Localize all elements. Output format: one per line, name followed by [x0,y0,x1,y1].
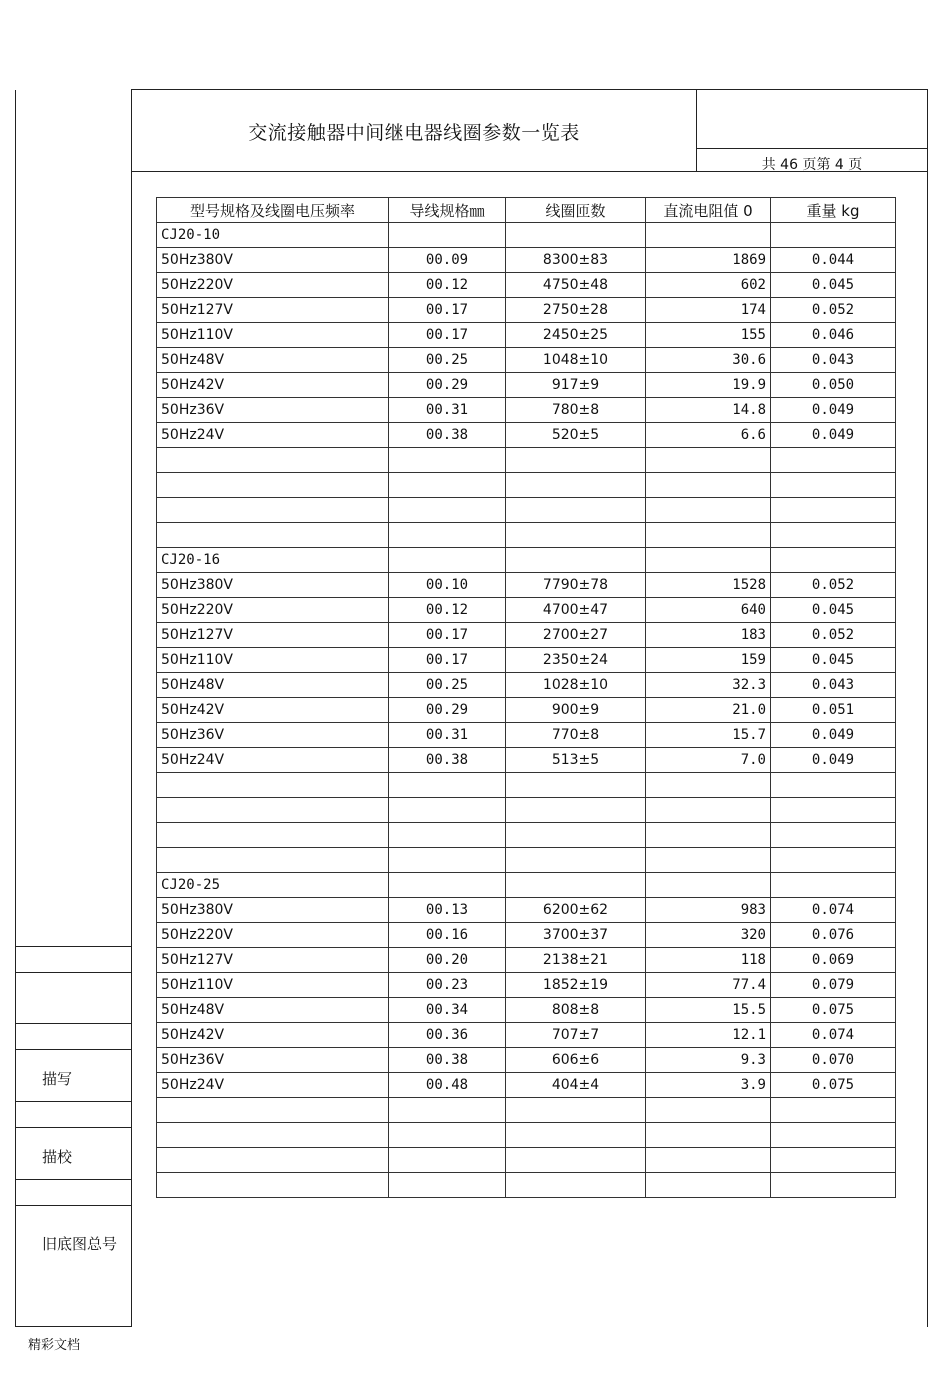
column-header: 直流电阻值 0 [646,198,771,223]
model-group-row [157,873,896,898]
empty-cell [389,498,506,523]
empty-cell [646,223,771,248]
table-cell: 159 [646,648,771,673]
table-cell: 640 [646,598,771,623]
table-cell: 0.075 [771,998,896,1023]
table-cell: 0.045 [771,273,896,298]
empty-cell [389,773,506,798]
table-cell: 183 [646,623,771,648]
table-cell: 4750±48 [506,273,646,298]
table-cell: 50Hz48V [157,998,389,1023]
table-cell: 707±7 [506,1023,646,1048]
table-row [157,648,896,673]
empty-cell [157,823,389,848]
blank-row [157,773,896,798]
empty-cell [506,1123,646,1148]
empty-cell [506,473,646,498]
table-cell: 0.044 [771,248,896,273]
blank-row [157,848,896,873]
table-cell: 2750±28 [506,298,646,323]
empty-cell [157,1173,389,1198]
empty-cell [506,448,646,473]
empty-cell [771,873,896,898]
table-cell: 0.045 [771,648,896,673]
table-cell: 0.046 [771,323,896,348]
empty-cell [389,1123,506,1148]
empty-cell [771,848,896,873]
table-cell: 7.0 [646,748,771,773]
table-cell: 0.049 [771,423,896,448]
empty-cell [157,848,389,873]
table-cell: 0.052 [771,623,896,648]
table-cell: 7790±78 [506,573,646,598]
footer-note: 精彩文档 [28,1338,81,1353]
table-cell: 00.10 [389,573,506,598]
table-cell: 118 [646,948,771,973]
blank-row [157,448,896,473]
empty-cell [771,498,896,523]
empty-cell [506,1148,646,1173]
empty-cell [646,1148,771,1173]
table-cell: 50Hz48V [157,348,389,373]
table-cell: 808±8 [506,998,646,1023]
table-cell: 00.25 [389,348,506,373]
page-info-top-line [696,148,928,149]
empty-cell [646,798,771,823]
table-cell: 19.9 [646,373,771,398]
table-row [157,748,896,773]
table-cell: 4700±47 [506,598,646,623]
blank-row [157,1173,896,1198]
table-cell: 50Hz24V [157,423,389,448]
sidebar-label-old-drawing: 旧底图总号 [42,1235,118,1253]
table-cell: 50Hz42V [157,1023,389,1048]
empty-cell [506,523,646,548]
table-row [157,698,896,723]
table-cell: 6200±62 [506,898,646,923]
table-cell: 00.17 [389,623,506,648]
table-cell: 1869 [646,248,771,273]
table-cell: 0.049 [771,398,896,423]
table-cell: 3700±37 [506,923,646,948]
frame-top-line [131,89,928,90]
table-cell: 404±4 [506,1073,646,1098]
empty-cell [646,823,771,848]
table-cell: 520±5 [506,423,646,448]
table-cell: 1028±10 [506,673,646,698]
empty-cell [771,548,896,573]
table-cell: 8300±83 [506,248,646,273]
model-name: CJ20-16 [157,548,389,573]
table-cell: 0.045 [771,598,896,623]
table-cell: 0.052 [771,573,896,598]
table-cell: 00.38 [389,423,506,448]
table-cell: 00.17 [389,648,506,673]
empty-cell [389,873,506,898]
empty-cell [646,548,771,573]
empty-cell [389,448,506,473]
table-cell: 155 [646,323,771,348]
empty-cell [157,1148,389,1173]
table-cell: 983 [646,898,771,923]
empty-cell [157,498,389,523]
table-cell: 780±8 [506,398,646,423]
table-cell: 0.069 [771,948,896,973]
empty-cell [646,773,771,798]
table-cell: 0.049 [771,723,896,748]
page-count: 共 46 页第 4 页 [761,157,863,173]
table-cell: 00.29 [389,698,506,723]
table-row [157,673,896,698]
table-cell: 00.09 [389,248,506,273]
model-group-row [157,548,896,573]
empty-cell [506,548,646,573]
table-cell: 0.050 [771,373,896,398]
table-row [157,373,896,398]
table-header-row [157,198,896,223]
table-cell: 606±6 [506,1048,646,1073]
blank-row [157,1123,896,1148]
table-row [157,623,896,648]
table-cell: 50Hz380V [157,573,389,598]
table-cell: 00.20 [389,948,506,973]
column-header: 型号规格及线圈电压频率 [157,198,389,223]
table-cell: 50Hz380V [157,898,389,923]
table-row [157,923,896,948]
table-cell: 320 [646,923,771,948]
table-cell: 0.043 [771,673,896,698]
table-cell: 0.052 [771,298,896,323]
table-row [157,1048,896,1073]
empty-cell [506,223,646,248]
blank-row [157,498,896,523]
table-cell: 0.049 [771,748,896,773]
empty-cell [506,1098,646,1123]
empty-cell [389,1148,506,1173]
empty-cell [771,1148,896,1173]
sidebar-label-draw: 描写 [42,1070,73,1088]
table-cell: 0.076 [771,923,896,948]
empty-cell [771,773,896,798]
table-cell: 00.38 [389,1048,506,1073]
table-cell: 50Hz220V [157,273,389,298]
table-cell: 0.074 [771,1023,896,1048]
page-title: 交流接触器中间继电器线圈参数一览表 [248,122,580,144]
empty-cell [646,523,771,548]
empty-cell [771,1173,896,1198]
empty-cell [771,1123,896,1148]
table-cell: 50Hz127V [157,948,389,973]
empty-cell [389,223,506,248]
empty-cell [506,498,646,523]
table-row [157,348,896,373]
table-cell: 50Hz127V [157,623,389,648]
table-row [157,1023,896,1048]
table-cell: 50Hz42V [157,373,389,398]
table-cell: 50Hz48V [157,673,389,698]
empty-cell [771,823,896,848]
table-cell: 00.29 [389,373,506,398]
table-cell: 513±5 [506,748,646,773]
table-cell: 6.6 [646,423,771,448]
table-cell: 0.070 [771,1048,896,1073]
blank-row [157,473,896,498]
empty-cell [389,1098,506,1123]
empty-cell [157,1123,389,1148]
table-cell: 50Hz36V [157,1048,389,1073]
column-header: 导线规格㎜ [389,198,506,223]
empty-cell [157,473,389,498]
table-row [157,723,896,748]
model-name: CJ20-25 [157,873,389,898]
empty-cell [771,798,896,823]
table-row [157,598,896,623]
table-cell: 2350±24 [506,648,646,673]
model-group-row [157,223,896,248]
table-cell: 30.6 [646,348,771,373]
table-row [157,573,896,598]
table-cell: 50Hz110V [157,973,389,998]
empty-cell [506,773,646,798]
table-cell: 9.3 [646,1048,771,1073]
empty-cell [157,1098,389,1123]
table-cell: 50Hz24V [157,1073,389,1098]
empty-cell [646,473,771,498]
table-cell: 00.23 [389,973,506,998]
coil-parameter-table [156,197,896,1198]
table-cell: 917±9 [506,373,646,398]
sidebar-label-check: 描校 [42,1148,73,1166]
table-cell: 77.4 [646,973,771,998]
table-cell: 00.25 [389,673,506,698]
empty-cell [389,823,506,848]
empty-cell [506,798,646,823]
table-cell: 00.12 [389,598,506,623]
empty-cell [646,498,771,523]
table-row [157,298,896,323]
table-cell: 3.9 [646,1073,771,1098]
table-row [157,973,896,998]
table-row [157,248,896,273]
table-cell: 2450±25 [506,323,646,348]
column-header: 线圈匝数 [506,198,646,223]
table-cell: 00.17 [389,323,506,348]
empty-cell [646,848,771,873]
empty-cell [389,523,506,548]
table-cell: 00.34 [389,998,506,1023]
frame-left-line [131,89,132,1327]
empty-cell [646,1123,771,1148]
table-cell: 0.075 [771,1073,896,1098]
table-cell: 770±8 [506,723,646,748]
table-cell: 00.16 [389,923,506,948]
table-row [157,323,896,348]
table-cell: 2700±27 [506,623,646,648]
table-cell: 00.13 [389,898,506,923]
empty-cell [771,1098,896,1123]
blank-row [157,1098,896,1123]
table-cell: 0.051 [771,698,896,723]
column-header: 重量 kg [771,198,896,223]
table-cell: 50Hz24V [157,748,389,773]
table-row [157,273,896,298]
table-cell: 15.7 [646,723,771,748]
table-cell: 15.5 [646,998,771,1023]
table-cell: 00.17 [389,298,506,323]
table-row [157,948,896,973]
empty-cell [389,1173,506,1198]
table-cell: 14.8 [646,398,771,423]
table-cell: 50Hz127V [157,298,389,323]
table-cell: 32.3 [646,673,771,698]
table-cell: 174 [646,298,771,323]
table-row [157,898,896,923]
empty-cell [389,548,506,573]
empty-cell [157,773,389,798]
table-row [157,998,896,1023]
table-cell: 00.38 [389,748,506,773]
table-cell: 50Hz36V [157,398,389,423]
empty-cell [389,848,506,873]
table-cell: 00.48 [389,1073,506,1098]
empty-cell [506,1173,646,1198]
table-cell: 50Hz380V [157,248,389,273]
table-cell: 50Hz110V [157,648,389,673]
empty-cell [389,798,506,823]
table-cell: 21.0 [646,698,771,723]
table-cell: 00.31 [389,398,506,423]
left-margin-line [15,90,16,948]
empty-cell [389,473,506,498]
table-cell: 12.1 [646,1023,771,1048]
blank-row [157,523,896,548]
empty-cell [646,1173,771,1198]
model-name: CJ20-10 [157,223,389,248]
blank-row [157,1148,896,1173]
empty-cell [506,873,646,898]
table-cell: 1528 [646,573,771,598]
table-cell: 900±9 [506,698,646,723]
table-row [157,1073,896,1098]
table-cell: 50Hz110V [157,323,389,348]
empty-cell [157,798,389,823]
table-cell: 1048±10 [506,348,646,373]
empty-cell [506,823,646,848]
empty-cell [646,873,771,898]
empty-cell [646,448,771,473]
empty-cell [157,523,389,548]
table-cell: 00.12 [389,273,506,298]
empty-cell [646,1098,771,1123]
empty-cell [506,848,646,873]
table-cell: 0.043 [771,348,896,373]
table-row [157,398,896,423]
empty-cell [771,223,896,248]
table-cell: 50Hz36V [157,723,389,748]
table-cell: 0.074 [771,898,896,923]
table-cell: 602 [646,273,771,298]
frame-right-line [927,89,928,1327]
table-row [157,423,896,448]
table-cell: 50Hz220V [157,598,389,623]
table-cell: 2138±21 [506,948,646,973]
empty-cell [771,523,896,548]
table-cell: 50Hz42V [157,698,389,723]
table-cell: 1852±19 [506,973,646,998]
blank-row [157,798,896,823]
empty-cell [771,448,896,473]
empty-cell [771,473,896,498]
empty-cell [157,448,389,473]
table-cell: 00.36 [389,1023,506,1048]
table-cell: 50Hz220V [157,923,389,948]
blank-row [157,823,896,848]
table-cell: 0.079 [771,973,896,998]
table-cell: 00.31 [389,723,506,748]
